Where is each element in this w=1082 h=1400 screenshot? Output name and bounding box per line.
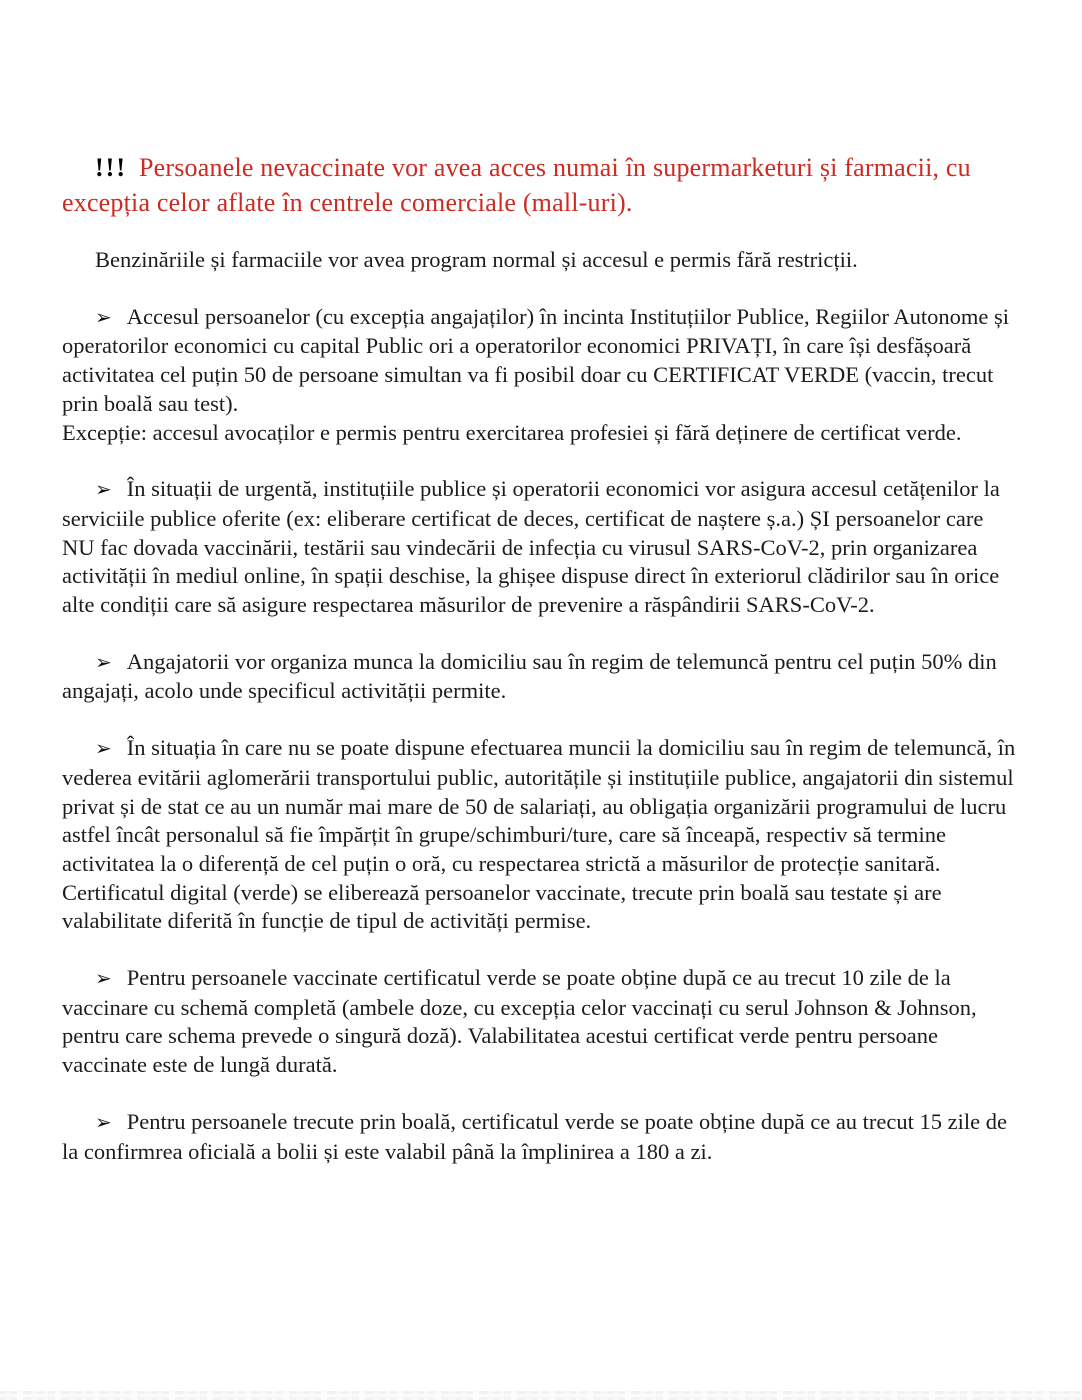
- paragraph-text: Benzinăriile și farmaciile vor avea program normal și accesul e permis fără restricții.: [95, 247, 858, 272]
- warning-heading: [62, 150, 1020, 220]
- intro-paragraph: [62, 246, 1020, 275]
- arrowhead-bullet-icon: ➢: [95, 968, 112, 991]
- paragraph-text: În situații de urgentă, instituțiile publice și operatorii economici vor asigura accesul cetățenilor la serviciile publice oferite (ex: eliberare certificat de deces, certificat de naștere ș.a.) ȘI persoanelor care NU fac dovada vaccinării, testării sau vindecării de infecția cu virusul SARS-CoV-2, prin organizarea activității în mediul online, în spații deschise, la ghișee dispuse direct în exteriorul clădirilor sau în orice alte condiții care să asigure respectarea măsurilor de prevenire a răspândirii SARS-CoV-2.: [62, 476, 1000, 618]
- paragraph-text: Accesul persoanelor (cu excepția angajaților) în incinta Instituțiilor Publice, Regiilor Autonome și operatorilor economici cu capital Public ori a operatorilor economici PRIVAȚI, în care își desfășoară activitatea cel puțin 50 de persoane simultan va fi posibil doar cu CERTIFICAT VERDE (vaccin, trecut prin boală sau test).: [62, 303, 1010, 416]
- green-certificate-note-paragraph: [62, 879, 1020, 936]
- bullet-paragraph-telework: [62, 648, 1020, 706]
- bullet-paragraph-work-schedule: [62, 734, 1020, 879]
- bullet-paragraph-recovered-certificate: [62, 1108, 1020, 1166]
- arrowhead-bullet-icon: ➢: [95, 1111, 112, 1134]
- arrowhead-bullet-icon: ➢: [95, 738, 112, 761]
- arrowhead-bullet-icon: ➢: [95, 479, 112, 502]
- arrowhead-bullet-icon: ➢: [95, 306, 112, 329]
- paragraph-text: Pentru persoanele trecute prin boală, certificatul verde se poate obține după ce au trecut 15 zile de la confirmrea oficială a bolii și este valabil până la împlinirea a 180 a zi.: [62, 1108, 1007, 1164]
- bullet-paragraph-access-institutions: [62, 303, 1020, 419]
- paragraph-text: Excepție: accesul avocaților e permis pentru exercitarea profesiei și fără deținere de certificat verde.: [62, 419, 962, 445]
- arrowhead-bullet-icon: ➢: [95, 651, 112, 674]
- paragraph-text: Certificatul digital (verde) se eliberează persoanelor vaccinate, trecute prin boală sau testate și are valabilitate diferită în funcție de tipul de activități permise.: [62, 879, 942, 934]
- bullet-paragraph-vaccinated-certificate: [62, 964, 1020, 1080]
- warning-heading-text: Persoanele nevaccinate vor avea acces numai în supermarketuri și farmacii, cu excepția celor aflate în centrele comerciale (mall-uri).: [62, 153, 971, 217]
- paragraph-text: În situația în care nu se poate dispune efectuarea muncii la domiciliu sau în regim de telemuncă, în vederea evitării aglomerării transportului public, autoritățile și instituțiile publice, angajatorii din sistemul privat și de stat ce au un număr mai mare de 50 de salariați, au obligația organizării programului de lucru astfel încât personalul să fie împărțit în grupe/schimburi/ture, care să înceapă, respectiv să termine activitatea la o diferență de cel puțin o oră, cu respectarea strictă a măsurilor de protecție sanitară.: [62, 735, 1016, 876]
- warning-exclamation-prefix: !!!: [95, 153, 127, 182]
- paragraph-text: Angajatorii vor organiza munca la domiciliu sau în regim de telemuncă pentru cel puțin 50% din angajați, acolo unde specificul activității permite.: [62, 648, 997, 704]
- exception-paragraph: [62, 419, 1020, 448]
- paragraph-text: Pentru persoanele vaccinate certificatul verde se poate obține după ce au trecut 10 zile de la vaccinare cu schemă completă (ambele doze, cu excepția celor vaccinați cu serul Johnson & Johnson, pentru care schema prevede o singură doză). Valabilitatea acestui certificat verde pentru persoane vaccinate este de lungă durată.: [62, 965, 977, 1078]
- scanner-noise-strip: [0, 1386, 1082, 1400]
- bullet-paragraph-emergency-services: [62, 475, 1020, 620]
